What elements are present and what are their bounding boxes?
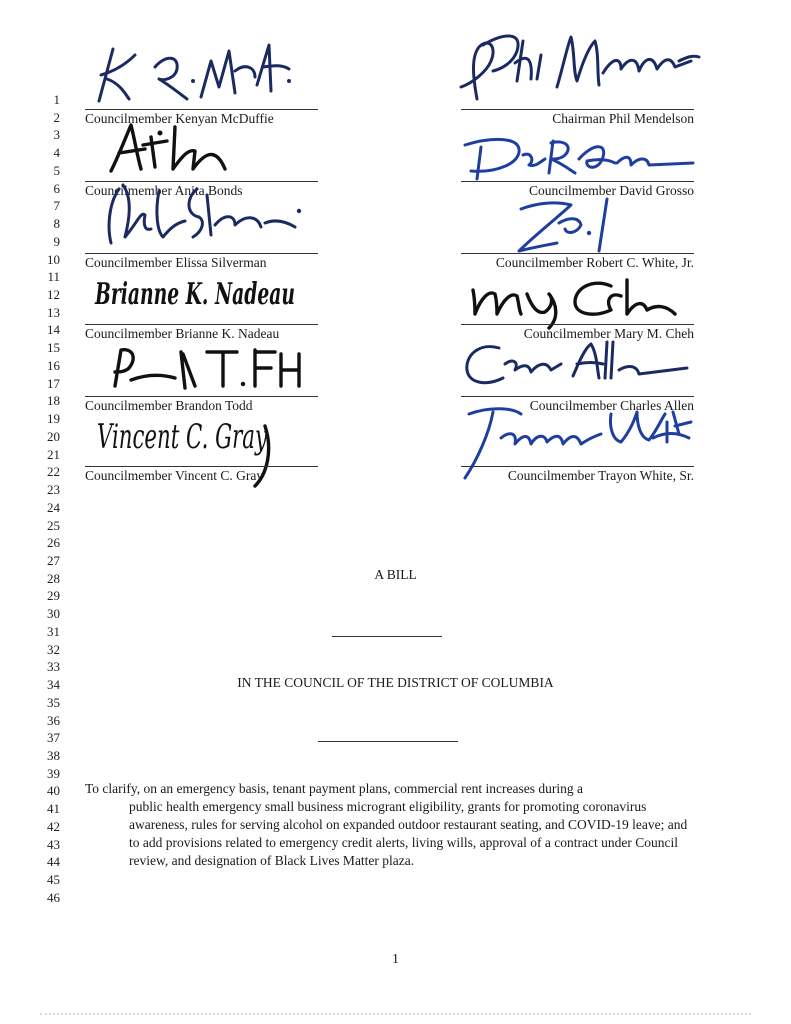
signatory-name: Chairman Phil Mendelson xyxy=(552,111,694,126)
signature-line xyxy=(461,253,694,254)
signature-robert-white xyxy=(461,193,694,257)
signatory-name: Councilmember Robert C. White, Jr. xyxy=(495,255,694,270)
signature-block-nadeau xyxy=(85,277,318,344)
line-number: 27 xyxy=(47,552,60,568)
signatory-name: Councilmember David Grosso xyxy=(529,183,694,198)
signature-line xyxy=(461,396,694,397)
line-number: 25 xyxy=(47,517,60,533)
signature-mendelson xyxy=(453,27,708,109)
bill-title-continuation: public health emergency small business microgrant eligibility, grants for promoting coronavirus awareness, rules for serving alcohol on expanded outdoor restaurant seating, and COVID-19 leave; and to add provisions related to emergency credit alerts, living wills, approval of a contract under Council review, and designation of Black Lives Matter plaza. xyxy=(129,799,688,868)
line-number: 39 xyxy=(47,765,60,781)
line-number: 18 xyxy=(47,393,60,409)
signature-nadeau xyxy=(85,266,318,320)
bill-title xyxy=(85,780,695,870)
signature-line xyxy=(85,324,318,325)
line-number: 7 xyxy=(53,198,60,214)
line-number: 37 xyxy=(47,730,60,746)
signature-block-mendelson xyxy=(461,89,694,129)
line-number: 19 xyxy=(47,411,60,427)
line-number: 40 xyxy=(47,783,60,799)
signature-silverman xyxy=(85,175,318,253)
line-number: 38 xyxy=(47,748,60,763)
line-number: 1 xyxy=(53,92,60,107)
rule-after-council xyxy=(318,741,458,742)
line-number: 36 xyxy=(47,712,60,728)
line-number: 43 xyxy=(47,836,60,852)
line-number: 24 xyxy=(47,499,60,515)
line-number: 3 xyxy=(53,127,60,143)
signatory-name: Councilmember Vincent C. Gray xyxy=(85,468,264,483)
line-number: 45 xyxy=(47,872,60,888)
signature-cheh xyxy=(461,270,694,330)
signature-line xyxy=(461,109,694,110)
signatory-name: Councilmember Trayon White, Sr. xyxy=(507,468,694,483)
line-number: 16 xyxy=(47,357,60,373)
line-number: 10 xyxy=(47,251,60,267)
signature-line xyxy=(85,109,318,110)
line-number: 9 xyxy=(53,233,60,249)
line-number: 5 xyxy=(53,162,60,178)
line-number: 14 xyxy=(47,322,60,338)
page-number: 1 xyxy=(392,952,399,967)
signature-line xyxy=(461,181,694,182)
line-number: 41 xyxy=(47,801,60,817)
bill-title-first-line: To clarify, on an emergency basis, tenant payment plans, commercial rent increases during a xyxy=(85,781,583,796)
signature-grosso xyxy=(461,133,694,183)
signature-line xyxy=(85,253,318,254)
signature-block-robert-white xyxy=(461,233,694,273)
signatory-name: Councilmember Brianne K. Nadeau xyxy=(85,326,280,341)
line-number: 35 xyxy=(47,694,60,710)
signatory-name: Councilmember Elissa Silverman xyxy=(85,255,267,270)
line-number: 11 xyxy=(47,269,60,285)
line-number: 20 xyxy=(47,428,60,444)
line-number: 28 xyxy=(47,570,60,586)
signature-todd xyxy=(85,340,318,396)
council-heading: IN THE COUNCIL OF THE DISTRICT OF COLUMBIA xyxy=(237,675,554,690)
signature-gray-text: Vincent C. Gray xyxy=(97,417,268,457)
line-number: 34 xyxy=(47,677,60,693)
signature-block-trayon-white xyxy=(461,446,694,486)
signatory-name: Councilmember Charles Allen xyxy=(529,398,694,413)
signature-allen xyxy=(461,334,694,400)
signature-nadeau-text: Brianne K. Nadeau xyxy=(94,277,295,312)
line-number: 8 xyxy=(53,216,60,232)
bill-heading: A BILL xyxy=(374,567,417,582)
signature-line xyxy=(461,324,694,325)
signature-line xyxy=(85,466,318,467)
line-number: 23 xyxy=(47,482,60,498)
signature-bonds xyxy=(85,115,318,181)
signatory-name: Councilmember Brandon Todd xyxy=(85,398,253,413)
line-number: 22 xyxy=(47,464,60,480)
signature-block-gray xyxy=(85,417,318,486)
signatory-name: Councilmember Anita Bonds xyxy=(85,183,243,198)
line-number: 29 xyxy=(47,588,60,604)
line-number: 31 xyxy=(47,623,60,639)
signatory-name: Councilmember Mary M. Cheh xyxy=(523,326,694,341)
line-number: 6 xyxy=(53,180,60,196)
line-number: 46 xyxy=(47,889,60,905)
line-number: 21 xyxy=(47,446,60,462)
line-number: 2 xyxy=(53,109,60,125)
line-number: 12 xyxy=(47,287,60,303)
line-number: 26 xyxy=(47,535,60,551)
rule-after-heading xyxy=(332,636,442,637)
line-number: 42 xyxy=(47,818,60,834)
line-number: 4 xyxy=(53,145,60,161)
signature-line xyxy=(461,466,694,467)
signatory-name: Councilmember Kenyan McDuffie xyxy=(85,111,274,126)
line-number: 33 xyxy=(47,659,60,675)
line-number: 30 xyxy=(47,606,60,622)
line-number: 32 xyxy=(47,641,60,657)
line-number: 17 xyxy=(47,375,60,391)
signature-mcduffie xyxy=(85,41,318,111)
line-number: 44 xyxy=(47,854,60,870)
line-number: 15 xyxy=(47,340,60,356)
scan-edge xyxy=(40,1013,751,1019)
line-number: 13 xyxy=(47,304,60,320)
